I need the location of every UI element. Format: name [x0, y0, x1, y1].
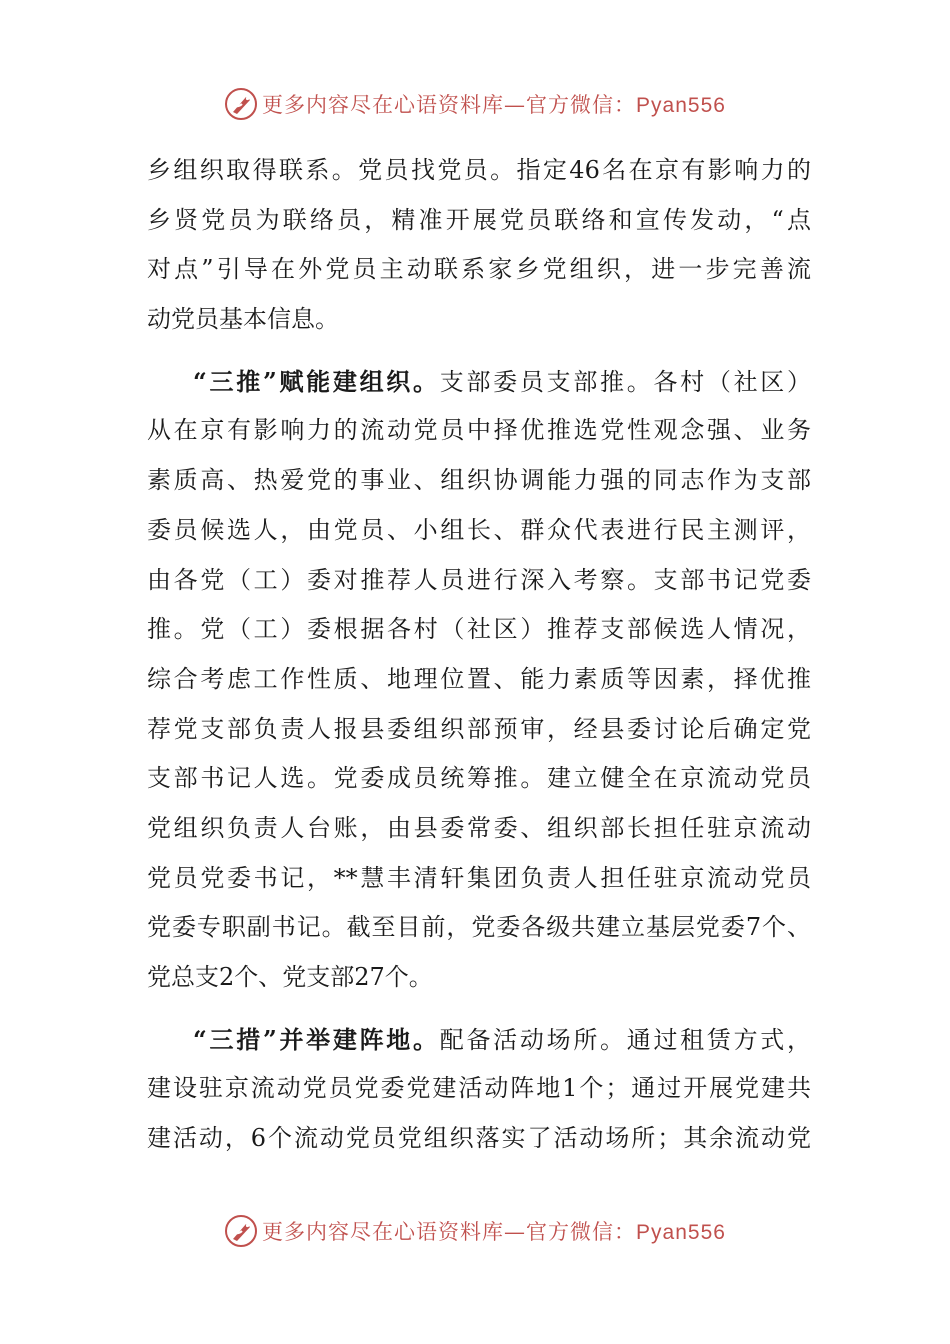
watermark-text — [262, 1216, 726, 1246]
text-line: 党委专职副书记。截至目前，党委各级共建立基层党委7个、 — [147, 913, 811, 942]
paragraph-heading: “三措”并举建阵地。 — [193, 1024, 440, 1054]
text-line: 从在京有影响力的流动党员中择优推选党性观念强、业务 — [147, 416, 811, 445]
watermark-wechat-id: Pyan556 — [636, 94, 726, 117]
watermark-wechat-label: 官方微信： — [526, 1220, 637, 1244]
text-line: 动党员基本信息。 — [147, 305, 339, 334]
watermark-wechat-id: Pyan556 — [636, 1221, 726, 1244]
pen-nib-logo-icon — [224, 87, 258, 121]
text-line: 党员党委书记，**慧丰清轩集团负责人担任驻京流动党员 — [147, 863, 811, 892]
text-line: 建设驻京流动党员党委党建活动阵地1个；通过开展党建共 — [147, 1074, 811, 1103]
text-line: 党组织负责人台账，由县委常委、组织部长担任驻京流动 — [147, 813, 811, 842]
text-line: 素质高、热爱党的事业、组织协调能力强的同志作为支部 — [147, 466, 811, 495]
watermark-separator: — — [504, 1220, 527, 1244]
watermark-brand: 更多内容尽在心语资料库 — [262, 93, 505, 117]
text-line: 建活动，6个流动党员党组织落实了活动场所；其余流动党 — [147, 1124, 811, 1153]
watermark-wechat-label: 官方微信： — [526, 93, 637, 117]
text-line-rest: 支部委员支部推。各村（社区） — [439, 367, 812, 396]
text-line: 党总支2个、党支部27个。 — [147, 963, 433, 991]
footer-watermark — [0, 1211, 950, 1251]
watermark-brand: 更多内容尽在心语资料库 — [262, 1220, 505, 1244]
text-line: 委员候选人，由党员、小组长、群众代表进行民主测评， — [147, 515, 811, 544]
text-line: 乡组织取得联系。党员找党员。指定46名在京有影响力的 — [147, 156, 811, 184]
text-line: 由各党（工）委对推荐人员进行深入考察。支部书记党委 — [147, 565, 811, 594]
text-line-rest: 配备活动场所。通过租赁方式， — [439, 1025, 812, 1054]
text-line: 支部书记人选。党委成员统筹推。建立健全在京流动党员 — [147, 764, 811, 793]
document-body — [147, 146, 811, 1164]
pen-nib-logo-icon — [224, 1214, 258, 1248]
text-line: 荐党支部负责人报县委组织部预审，经县委讨论后确定党 — [147, 714, 811, 743]
text-line: 乡贤党员为联络员，精准开展党员联络和宣传发动，“点 — [147, 205, 811, 234]
text-line: 综合考虑工作性质、地理位置、能力素质等因素，择优推 — [147, 664, 811, 693]
text-line: 推。党（工）委根据各村（社区）推荐支部候选人情况， — [147, 615, 811, 644]
paragraph-heading-line — [147, 357, 811, 407]
header-watermark — [0, 84, 950, 124]
paragraph-heading: “三推”赋能建组织。 — [193, 366, 440, 396]
watermark-text — [262, 89, 726, 119]
paragraph-heading-line — [147, 1015, 811, 1065]
watermark-separator: — — [504, 93, 527, 117]
text-line: 对点”引导在外党员主动联系家乡党组织，进一步完善流 — [147, 255, 811, 284]
